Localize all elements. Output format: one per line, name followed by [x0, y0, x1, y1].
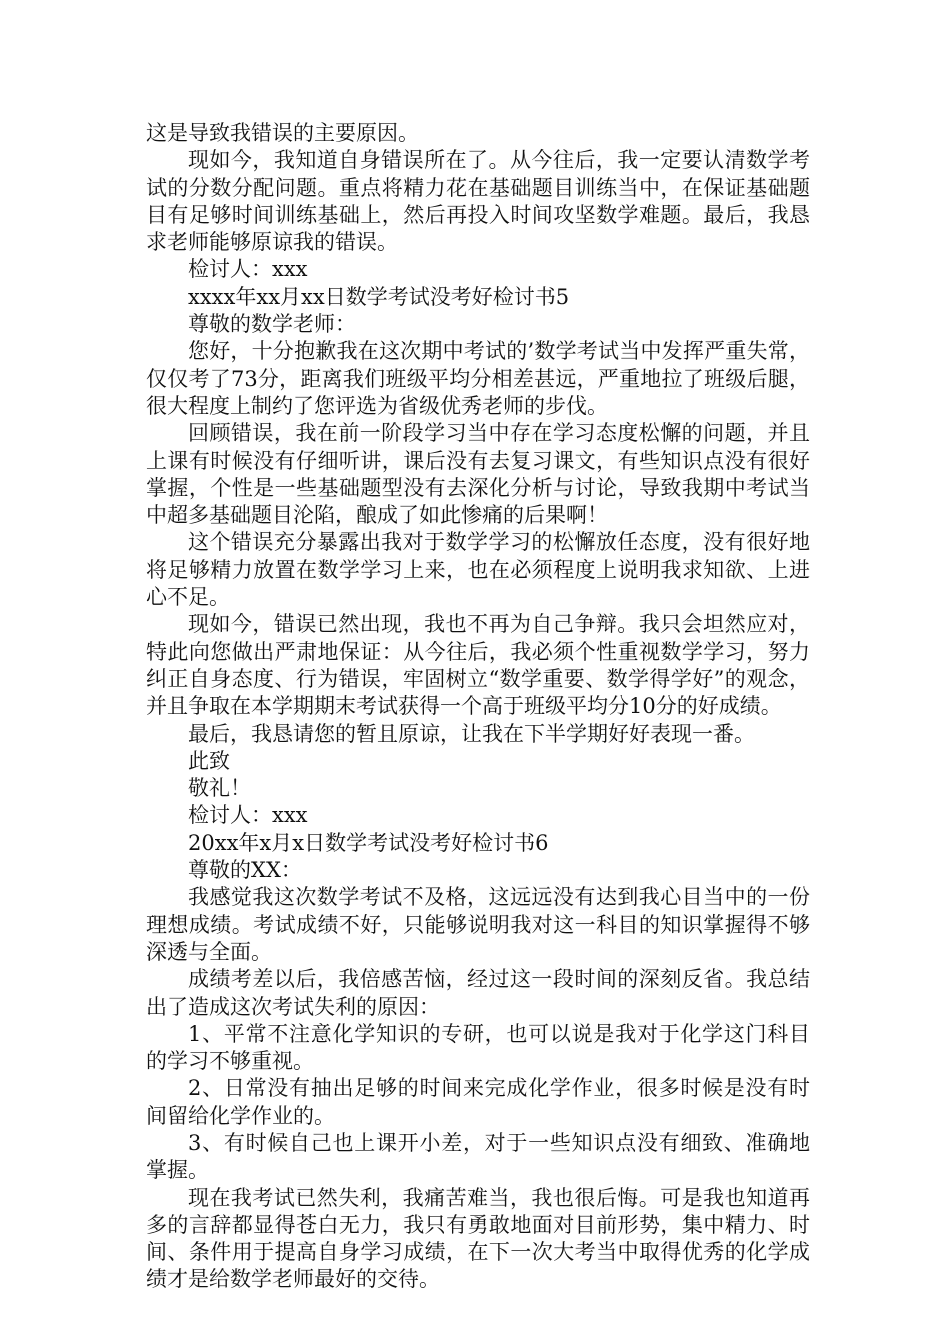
salutation-2: 尊敬的XX： [188, 858, 302, 883]
date-heading-line: xxxx年xx月xx日数学考试没考好检讨书5 [188, 284, 570, 309]
list-item-2: 2、日常没有抽出足够的时间来完成化学作业，很多时候是没有时间留给化学作业的。 [146, 1076, 810, 1128]
paragraph-7: 回顾错误，我在前一阶段学习当中存在学习态度松懈的问题，并且上课有时候没有仔细听讲，课后没有去复习课文，有些知识点没有很好掌握，个性是一些基础题型没有去深化分析与讨论，导致我期中考试当中超多基础题目沦陷，酿成了如此惨痛的后果啊！ [146, 421, 810, 528]
paragraph-8: 这个错误充分暴露出我对于数学学习的松懈放任态度，没有很好地将足够精力放置在数学学习上来，也在必须程度上说明我求知欲、上进心不足。 [146, 530, 810, 610]
closing-line-2: 敬礼！ [188, 776, 251, 801]
paragraph-9: 现如今，错误已然出现，我也不再为自己争辩。我只会坦然应对，特此向您做出严肃地保证：从今往后，我必须个性重视数学学习，努力纠正自身态度、行为错误，牢固树立“数学重要、数学得学好”的观念，并且争取在本学期期末考试获得一个高于班级平均分10分的好成绩。 [146, 612, 810, 719]
signature-line: 检讨人：xxx [188, 257, 308, 282]
closing-line-1: 此致 [188, 748, 230, 773]
list-item-1: 1、平常不注意化学知识的专研，也可以说是我对于化学这门科目的学习不够重视。 [146, 1021, 810, 1074]
list-item-3: 3、有时候自己也上课开小差，对于一些知识点没有细致、准确地掌握。 [146, 1130, 810, 1183]
paragraph-6: 您好，十分抱歉我在这次期中考试的’数学考试当中发挥严重失常，仅仅考了73分，距离我们班级平均分相差甚远，严重地拉了班级后腿，很大程度上制约了您评选为省级优秀老师的步伐。 [146, 339, 810, 418]
salutation: 尊敬的数学老师： [188, 312, 356, 337]
paragraph-1: 这是导致我错误的主要原因。 [146, 121, 419, 145]
paragraph-2: 现如今，我知道自身错误所在了。从今往后，我一定要认清数学考试的分数分配问题。重点将精力花在基础题目训练当中，在保证基础题目有足够时间训练基础上，然后再投入时间攻坚数学难题。最后，我恳求老师能够原谅我的错误。 [146, 148, 810, 255]
paragraph-17: 成绩考差以后，我倍感苦恼，经过这一段时间的深刻反省。我总结出了造成这次考试失利的原因： [146, 967, 810, 1019]
date-heading-line-2: 20xx年x月x日数学考试没考好检讨书6 [188, 830, 549, 855]
signature-line-2: 检讨人：xxx [188, 803, 308, 828]
document-body [146, 120, 810, 1294]
paragraph-16: 我感觉我这次数学考试不及格，这远远没有达到我心目当中的一份理想成绩。考试成绩不好，只能够说明我对这一科目的知识掌握得不够深透与全面。 [146, 885, 810, 964]
paragraph-10: 最后，我恳请您的暂且原谅，让我在下半学期好好表现一番。 [188, 721, 755, 746]
paragraph-21: 现在我考试已然失利，我痛苦难当，我也很后悔。可是我也知道再多的言辞都显得苍白无力，我只有勇敢地面对目前形势，集中精力、时间、条件用于提高自身学习成绩，在下一次大考当中取得优秀的化学成绩才是给数学老师最好的交待。 [146, 1185, 810, 1292]
